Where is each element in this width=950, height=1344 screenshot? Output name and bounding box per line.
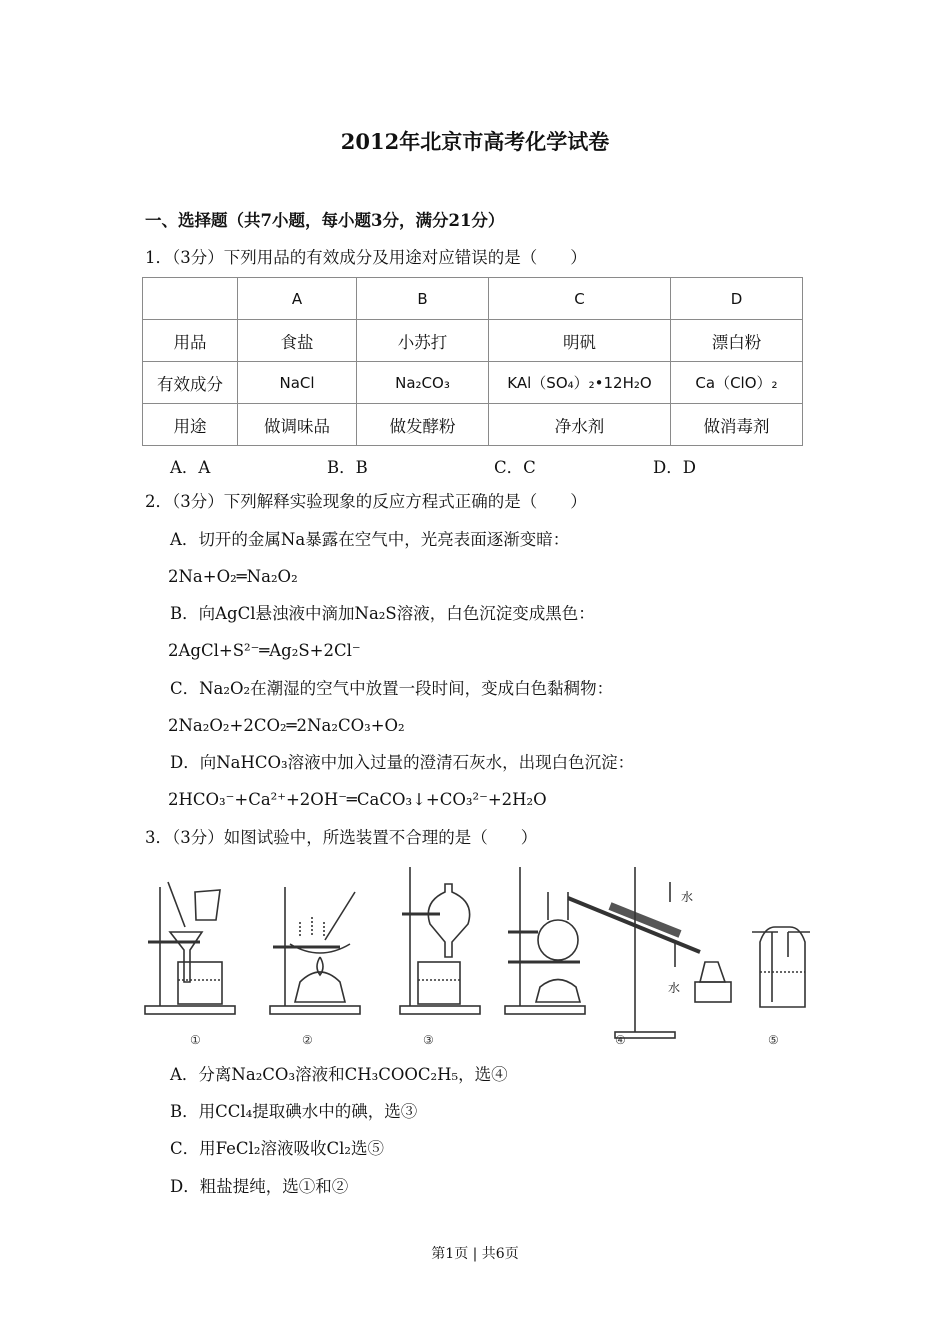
table-cell: 明矾 [489,320,671,362]
water-label-out: 水 [681,890,694,904]
apparatus-5-gas-bottle [752,927,810,1007]
q2-option-d: D．向NaHCO₃溶液中加入过量的澄清石灰水，出现白色沉淀： [170,753,635,772]
table-cell: 做调味品 [238,404,357,446]
table-cell [143,278,238,320]
apparatus-3-separatory-funnel [400,867,480,1014]
figure-label-3: ③ [423,1033,434,1047]
table-cell: 用品 [143,320,238,362]
table-cell: 有效成分 [143,362,238,404]
table-row [143,320,803,362]
figure-label-1: ① [190,1033,201,1047]
table-row [143,278,803,320]
table-cell: 小苏打 [357,320,489,362]
q2-option-b: B．向AgCl悬浊液中滴加Na₂S溶液，白色沉淀变成黑色： [170,604,595,623]
table-cell: 漂白粉 [671,320,803,362]
figure-label-4: ④ [615,1033,626,1047]
q1-table [142,277,803,446]
q1-stem: 1．（3分）下列用品的有效成分及用途对应错误的是（ ） [145,248,587,267]
table-cell: 用途 [143,404,238,446]
q2-equation-d: 2HCO₃⁻+Ca²⁺+2OH⁻═CaCO₃↓+CO₃²⁻+2H₂O [168,790,547,809]
q2-equation-c: 2Na₂O₂+2CO₂═2Na₂CO₃+O₂ [168,716,405,735]
apparatus-2-evaporation [270,887,360,1014]
table-cell: NaCl [238,362,357,404]
page-footer: 第1页 | 共6页 [431,1246,519,1262]
q2-stem: 2．（3分）下列解释实验现象的反应方程式正确的是（ ） [145,492,587,511]
table-cell: 净水剂 [489,404,671,446]
exam-title: 2012年北京市高考化学试卷 [340,129,610,154]
table-row [143,362,803,404]
table-cell: D [671,278,803,320]
table-cell: 做发酵粉 [357,404,489,446]
q3-option-c: C．用FeCl₂溶液吸收Cl₂选⑤ [170,1139,384,1158]
q3-stem: 3．（3分）如图试验中，所选装置不合理的是（ ） [145,828,538,847]
q1-option-b: B．B [327,458,368,477]
table-cell: C [489,278,671,320]
q3-option-a: A．分离Na₂CO₃溶液和CH₃COOC₂H₅，选④ [170,1065,508,1084]
table-cell: Na₂CO₃ [357,362,489,404]
table-cell: B [357,278,489,320]
q2-equation-b: 2AgCl+S²⁻═Ag₂S+2Cl⁻ [168,641,361,660]
q3-option-b: B．用CCl₄提取碘水中的碘，选③ [170,1102,418,1121]
table-cell: Ca（ClO）₂ [671,362,803,404]
q1-option-d: D．D [653,458,696,477]
apparatus-1-filtration [145,882,235,1014]
q2-equation-a: 2Na+O₂═Na₂O₂ [168,567,298,586]
apparatus-4-distillation [505,867,731,1038]
figure-label-5: ⑤ [768,1033,779,1047]
lab-apparatus-figure [140,862,810,1057]
q1-option-a: A．A [170,458,211,477]
table-cell: 做消毒剂 [671,404,803,446]
water-label-in: 水 [668,981,681,995]
q2-option-c: C．Na₂O₂在潮湿的空气中放置一段时间，变成白色黏稠物： [170,679,614,698]
q2-option-a: A．切开的金属Na暴露在空气中，光亮表面逐渐变暗： [170,530,570,549]
table-cell: 食盐 [238,320,357,362]
table-cell: A [238,278,357,320]
section-heading: 一、选择题（共7小题，每小题3分，满分21分） [145,211,505,230]
table-row [143,404,803,446]
table-cell: KAl（SO₄）₂•12H₂O [489,362,671,404]
q3-option-d: D．粗盐提纯，选①和② [170,1177,349,1196]
figure-label-2: ② [302,1033,313,1047]
q1-option-c: C．C [494,458,536,477]
